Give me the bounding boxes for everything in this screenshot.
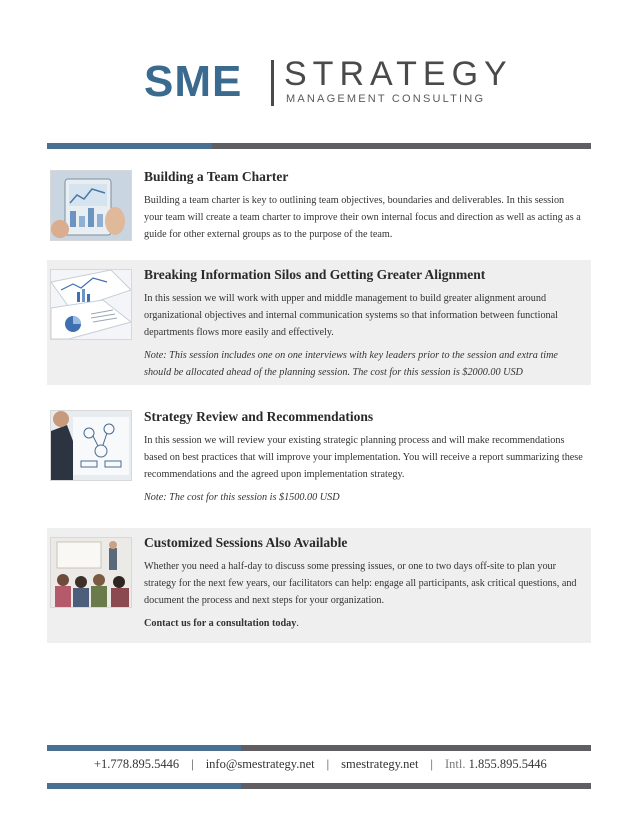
- top-rule-gray: [212, 143, 591, 149]
- contact-cta-tail: .: [296, 618, 299, 629]
- section-information-silos: [47, 260, 591, 385]
- logo-name: STRATEGY: [284, 55, 513, 93]
- section-note: Note: The cost for this session is $1500.00 USD: [144, 492, 340, 503]
- footer-email[interactable]: info@smestrategy.net: [205, 757, 315, 771]
- footer-website[interactable]: smestrategy.net: [341, 757, 419, 771]
- footer-intl-phone[interactable]: 1.855.895.5446: [468, 757, 547, 771]
- section-title: Breaking Information Silos and Getting Greater Alignment: [144, 267, 486, 282]
- section-title: Strategy Review and Recommendations: [144, 409, 374, 424]
- section-body: In this session we will work with upper and middle management to build greater alignment around organizational objectives and internal communication systems so that information between functional departments flows more easily and effectively.: [144, 293, 558, 338]
- footer-intl-label: Intl.: [444, 757, 466, 771]
- section-team-charter: [47, 160, 591, 250]
- contact-cta-bold: Contact us for a consultation today: [144, 618, 297, 629]
- seminar-audience-photo: [50, 537, 132, 608]
- section-title: Building a Team Charter: [144, 169, 289, 184]
- footer-contact: [94, 757, 554, 772]
- footer-rule-top-gray: [241, 745, 591, 751]
- footer-separator: |: [430, 757, 433, 771]
- strategy-diagram-photo: [50, 410, 132, 481]
- tablet-charts-photo: [50, 170, 132, 241]
- footer-separator: |: [191, 757, 194, 771]
- footer-separator: |: [326, 757, 330, 771]
- section-strategy-review: [47, 398, 591, 518]
- top-rule-blue: [47, 143, 212, 149]
- logo-brand: SME: [144, 57, 243, 106]
- logo-divider: [271, 60, 274, 106]
- footer-rule-bottom-blue: [47, 783, 241, 789]
- section-body: Building a team charter is key to outlining team objectives, boundaries and deliverables. In this session your team will create a team charter to improve their own internal focus and direction as well as acting as a guide for other external groups as to the purpose of the team.: [144, 195, 581, 240]
- section-customized-sessions: [47, 528, 591, 643]
- financial-reports-photo: [50, 269, 132, 340]
- section-body: In this session we will review your existing strategic planning process and will make recommendations based on best practices that will improve your implementation. You will receive a report summarizing these recommendations and the agreed upon implementation strategy.: [144, 435, 583, 480]
- section-note: Note: This session includes one on one interviews with key leaders prior to the session and extra time should be allocated ahead of the planning session. The cost for this session is $2000.00 USD: [144, 350, 558, 378]
- contact-cta: [144, 615, 584, 632]
- logo-tagline: MANAGEMENT CONSULTING: [286, 93, 486, 105]
- section-body: Whether you need a half-day to discuss some pressing issues, or one to two days off-site to plan your strategy for the next few years, our facilitators can help: engage all participants, ask critical questions, and document the process and next steps for your organization.: [144, 561, 577, 606]
- footer-rule-top-blue: [47, 745, 241, 751]
- footer-phone[interactable]: +1.778.895.5446: [94, 757, 180, 771]
- footer-rule-bottom-gray: [241, 783, 591, 789]
- section-title: Customized Sessions Also Available: [144, 535, 348, 550]
- company-logo: [0, 56, 638, 108]
